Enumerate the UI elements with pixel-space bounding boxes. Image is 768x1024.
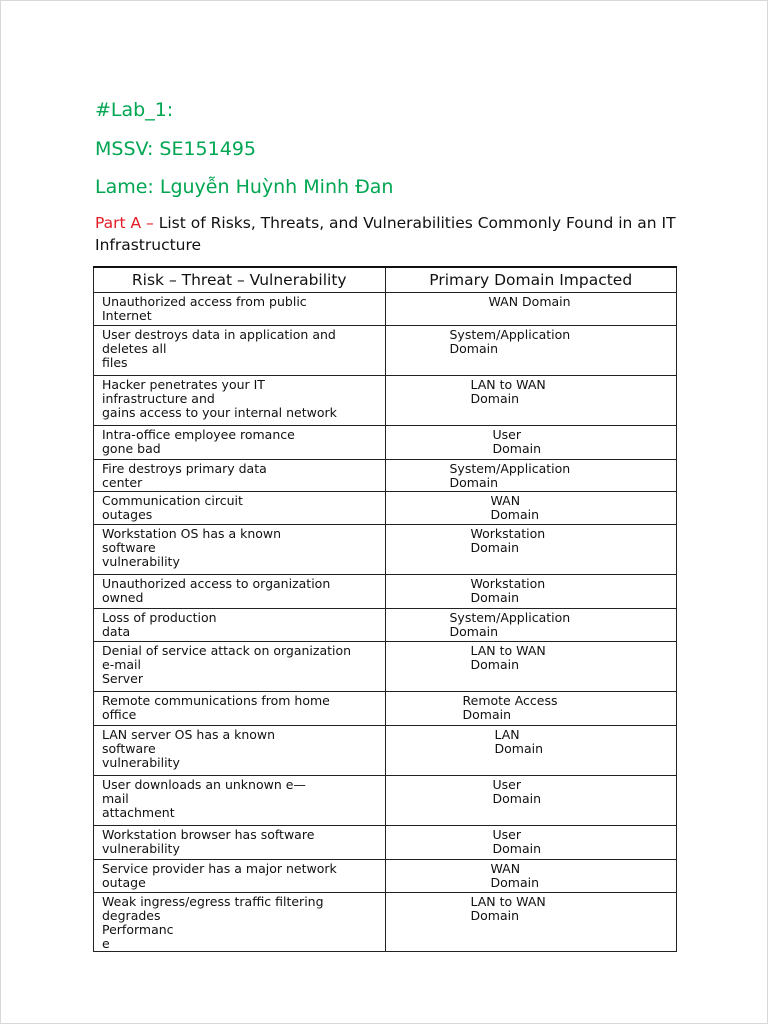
risk-line: Intra-office employee romance xyxy=(102,427,295,442)
risk-cell xyxy=(94,642,386,692)
domain-cell xyxy=(385,376,677,426)
domain-line: User xyxy=(492,827,521,842)
domain-cell xyxy=(385,525,677,575)
domain-cell xyxy=(385,692,677,726)
risk-cell xyxy=(94,826,386,860)
domain-cell xyxy=(385,293,677,326)
risk-line: Denial of service attack on organization xyxy=(102,643,352,658)
domain-line: Domain xyxy=(490,875,540,890)
risk-line: owned xyxy=(102,590,144,605)
table-row xyxy=(94,860,677,893)
domain-line: Domain xyxy=(470,908,520,923)
student-name-heading: Lame: Lguyễn Huỳnh Minh Đan xyxy=(95,176,394,198)
domain-cell xyxy=(385,726,677,776)
table-row xyxy=(94,460,677,492)
risk-line: software xyxy=(102,540,156,555)
domain-line: User xyxy=(492,427,521,442)
domain-line: User xyxy=(492,777,521,792)
domain-line: Domain xyxy=(449,624,499,639)
domain-line: System/Application xyxy=(449,610,571,625)
risk-line: Remote communications from home xyxy=(102,693,330,708)
domain-cell xyxy=(385,426,677,460)
risk-cell xyxy=(94,776,386,826)
domain-line: LAN to WAN xyxy=(470,643,546,658)
domain-cell xyxy=(385,642,677,692)
table-row xyxy=(94,726,677,776)
risk-cell xyxy=(94,492,386,525)
risk-line: Fire destroys primary data xyxy=(102,461,267,476)
risk-line: infrastructure and xyxy=(102,391,215,406)
risk-line: vulnerability xyxy=(102,755,180,770)
risk-line: Performanc xyxy=(102,922,174,937)
domain-line: Domain xyxy=(492,791,542,806)
risk-line: center xyxy=(102,475,143,490)
lab-heading: #Lab_1: xyxy=(95,99,174,121)
risk-line: gains access to your internal network xyxy=(102,405,337,420)
risk-cell xyxy=(94,609,386,642)
domain-line: Domain xyxy=(470,590,520,605)
risk-line: Hacker penetrates your IT xyxy=(102,377,265,392)
risk-line: deletes all xyxy=(102,341,167,356)
domain-cell xyxy=(385,326,677,376)
risk-line: LAN server OS has a known xyxy=(102,727,276,742)
table-row xyxy=(94,575,677,609)
risk-line: degrades xyxy=(102,908,161,923)
risk-column-header: Risk – Threat – Vulnerability xyxy=(94,267,386,293)
risk-line: e-mail xyxy=(102,657,141,672)
risk-line: data xyxy=(102,624,131,639)
risk-line: User downloads an unknown e— xyxy=(102,777,306,792)
domain-line: System/Application xyxy=(449,327,571,342)
domain-cell xyxy=(385,609,677,642)
domain-line: Domain xyxy=(490,507,540,522)
risk-line: attachment xyxy=(102,805,175,820)
risk-line: outages xyxy=(102,507,153,522)
risk-cell xyxy=(94,460,386,492)
risk-cell xyxy=(94,575,386,609)
domain-cell xyxy=(385,460,677,492)
part-a-title xyxy=(95,212,685,256)
risk-line: Internet xyxy=(102,308,152,323)
domain-line: Domain xyxy=(494,741,544,756)
risk-cell xyxy=(94,376,386,426)
domain-line: Domain xyxy=(470,540,520,555)
table-row xyxy=(94,609,677,642)
domain-line: LAN to WAN xyxy=(470,377,546,392)
risk-line: User destroys data in application and xyxy=(102,327,336,342)
risk-line: office xyxy=(102,707,137,722)
risk-line: Loss of production xyxy=(102,610,217,625)
table-row xyxy=(94,492,677,525)
domain-line: Domain xyxy=(449,341,499,356)
domain-line: Domain xyxy=(462,707,512,722)
risk-cell xyxy=(94,525,386,575)
risk-cell xyxy=(94,726,386,776)
risk-line: files xyxy=(102,355,128,370)
risk-line: Workstation browser has software xyxy=(102,827,315,842)
domain-line: Domain xyxy=(492,441,542,456)
risk-line: Communication circuit xyxy=(102,493,243,508)
domain-column-header: Primary Domain Impacted xyxy=(385,267,677,293)
risk-line: Unauthorized access from public xyxy=(102,294,307,309)
risk-line: outage xyxy=(102,875,146,890)
part-a-line1: List of Risks, Threats, and Vulnerabilities Commonly Found in an IT xyxy=(153,214,676,232)
table-row xyxy=(94,326,677,376)
risk-line: Service provider has a major network xyxy=(102,861,337,876)
table-row xyxy=(94,826,677,860)
risk-line: gone bad xyxy=(102,441,161,456)
risk-cell xyxy=(94,692,386,726)
domain-line: Domain xyxy=(470,657,520,672)
risk-line: Server xyxy=(102,671,143,686)
risk-line: mail xyxy=(102,791,129,806)
domain-line: WAN xyxy=(490,493,521,508)
part-a-line2: Infrastructure xyxy=(95,236,202,254)
risk-line: vulnerability xyxy=(102,841,180,856)
domain-line: WAN xyxy=(490,861,521,876)
domain-line: Domain xyxy=(470,391,520,406)
risk-line: vulnerability xyxy=(102,554,180,569)
table-header-row xyxy=(94,267,677,293)
table-row xyxy=(94,525,677,575)
risk-cell xyxy=(94,326,386,376)
table-row xyxy=(94,642,677,692)
student-id-heading: MSSV: SE151495 xyxy=(95,138,256,160)
table-row xyxy=(94,692,677,726)
table-row xyxy=(94,776,677,826)
domain-line: Workstation xyxy=(470,576,546,591)
risk-cell xyxy=(94,893,386,952)
domain-line: LAN xyxy=(494,727,520,742)
domain-line: Domain xyxy=(492,841,542,856)
domain-line: LAN to WAN xyxy=(470,894,546,909)
domain-cell xyxy=(385,893,677,952)
table-row xyxy=(94,426,677,460)
domain-line: Domain xyxy=(449,475,499,490)
risk-line: e xyxy=(102,936,110,951)
domain-line: Remote Access xyxy=(462,693,558,708)
risk-cell xyxy=(94,860,386,893)
risk-domain-table xyxy=(93,266,677,952)
table-row xyxy=(94,893,677,952)
risk-cell xyxy=(94,293,386,326)
domain-cell xyxy=(385,826,677,860)
table-row xyxy=(94,293,677,326)
risk-cell xyxy=(94,426,386,460)
part-a-prefix: Part A – xyxy=(95,214,154,232)
domain-line: WAN Domain xyxy=(488,294,571,309)
domain-cell xyxy=(385,860,677,893)
table-row xyxy=(94,376,677,426)
domain-cell xyxy=(385,776,677,826)
risk-line: software xyxy=(102,741,156,756)
domain-cell xyxy=(385,575,677,609)
domain-line: Workstation xyxy=(470,526,546,541)
risk-line: Weak ingress/egress traffic filtering xyxy=(102,894,324,909)
risk-line: Unauthorized access to organization xyxy=(102,576,331,591)
risk-line: Workstation OS has a known xyxy=(102,526,282,541)
domain-line: System/Application xyxy=(449,461,571,476)
domain-cell xyxy=(385,492,677,525)
